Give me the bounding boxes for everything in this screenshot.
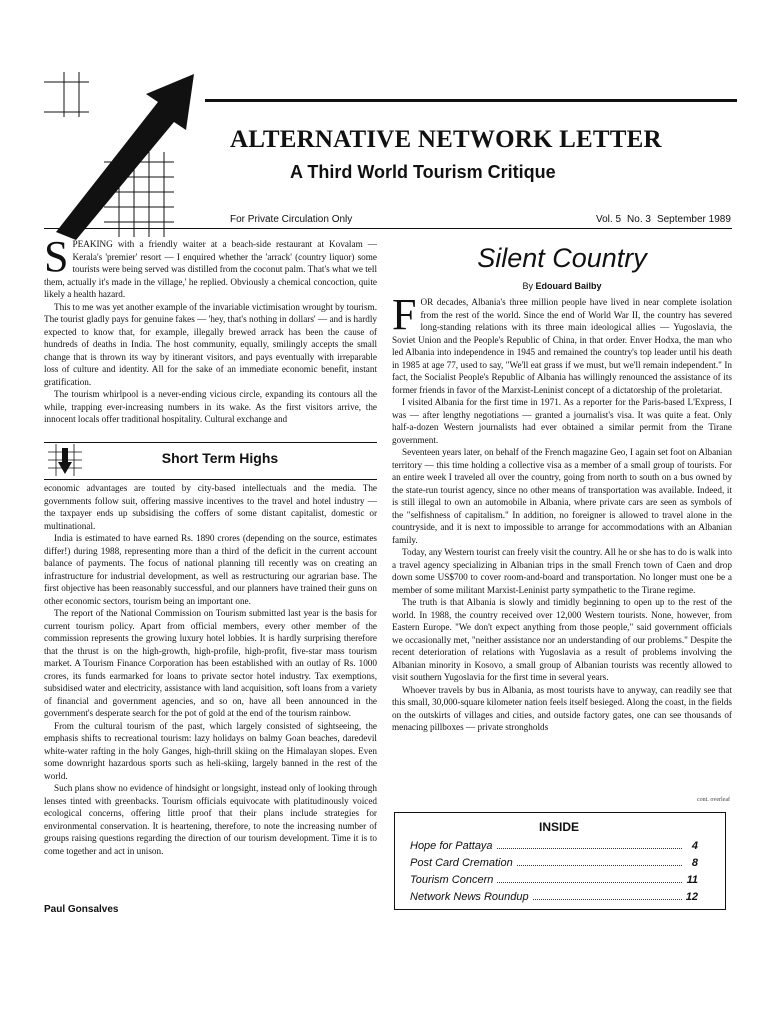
paragraph: OR decades, Albania's three million people have lived in near complete isolation from the rest of the world. Since the end of World War II, the country has severed long-standing relations with its three main ideological allies — Yugoslavia, the Soviet Union and the People's Republic of China, in that order. Enver Hodxa, the man who led Albania into independence in 1945 and remained the country's top leader until his death in 1985 at age 77, used to say, "We'll eat grass if we must, but we'll remain independent." In fact, the Socialist People's Republic of Albania has willingly renounced the assistance of its former friends in favor of the Marxist-Leninist concept of a dictatorship of the proletariat. (392, 297, 732, 395)
article-title: Silent Country (477, 243, 647, 273)
dropcap: S (44, 232, 69, 281)
paragraph: I visited Albania for the first time in 1971. As a reporter for the Paris-based L'Express, I was — after lengthy negotiations — granted a journalist's visa. It was quite a feat. Only half-a-dozen Western journalists had ever obtained a similar permit from the Tirane government. (392, 397, 732, 445)
paragraph: Such plans show no evidence of hindsight or longsight, instead only of looking through lenses tinted with greenbacks. Tourism officials equivocate with platitudinously voiced ecological concerns, offering little proof that their plans include strategies for environmental conservation. It is heartening, therefore, to note the increasing number of groups raising questions regarding the direction of our tourism development. Time it is to come together and act in unison. (44, 783, 377, 856)
toc-page: 12 (685, 891, 698, 903)
left-article-bottom (44, 482, 377, 857)
newsletter-title: ALTERNATIVE NETWORK LETTER (230, 126, 662, 153)
byline-author: Edouard Bailby (535, 281, 602, 291)
paragraph: India is estimated to have earned Rs. 1890 crores (depending on the source, estimates differ!) during 1988, representing more than a third of the deficit in the current account balance of payments. The focus of national planning till recently was on creating an infrastructure for industrial development, as well as restructuring our agrarian base. The first objective has been reasonably successful, and our planners have trained their guns on other economic sectors, tourism being an important one. (44, 533, 377, 606)
toc-leader (533, 899, 682, 900)
paragraph: Today, any Western tourist can freely visit the country. All he or she has to do is walk into a travel agency specializing in Albanian trips in the small French town of Caen and drop down some US$700 to cover room-and-board and transportation. No longer must one be a member of some militant Marxist-Leninist party sympathetic to the Tirane regime. (392, 547, 732, 595)
inside-heading: INSIDE (538, 820, 579, 834)
right-article-body (392, 290, 732, 734)
toc-title: Network News Roundup (410, 891, 529, 903)
paragraph: Whoever travels by bus in Albania, as most tourists have to anyway, can readily see that this small, 30,000-square kilometer nation feels itself besieged. Along the coast, in the fields on the outskirts of villages and cities, and outside factory gates, one can see thousands of menacing pillboxes — private strongholds (392, 684, 732, 732)
toc-item[interactable] (410, 855, 698, 872)
toc-item[interactable] (410, 872, 698, 889)
toc-page: 4 (691, 840, 698, 852)
toc-leader (497, 848, 682, 849)
paragraph: The report of the National Commission on Tourism submitted last year is the basis for current tourism policy. Apart from official members, every other member of the commission represents the growing luxury hotel lobbies. It is hardly surprising therefore that the thrust is on the high-growth, high-profile, high-profit, five-star mass tourism market. A Tourism Finance Corporation has been established with an outlay of Rs. 1000 crores, its funds earmarked for loans to private sector hotel industry. Tax exemptions, subsidised water and electricity, assistance with land acquisition, soft loans from a variety of financial and government agencies, and so on, have all been announced in the government's desperate search for the pot of gold at the end of the tourism rainbow. (44, 608, 377, 718)
paragraph: This to me was yet another example of the invariable victimisation wrought by tourism. The tourist gladly pays for genuine fakes — 'hey, that's nothing in dollars' — and is hardly expected to know that, for example, illegally brewed arrack has been the cause of hundreds of deaths in India. The host community, equally, smilingly accepts the small change that is thrown its way by itinerant visitors, and pays eventually with irreparable loss of culture and identity. All for the sake of an immediate economic benefit, instant gratification. (44, 301, 377, 387)
paragraph: economic advantages are touted by city-based intellectuals and the media. The governments follow suit, offering massive incentives to the travel and hotel industry — the taxpayer ends up subsidising the coffers of some distant capitalist, domestic or multinational. (44, 483, 377, 531)
volume: Vol. 5 (596, 214, 622, 225)
section-title: Short Term Highs (161, 450, 279, 466)
toc-page: 8 (691, 857, 698, 869)
paragraph: PEAKING with a friendly waiter at a beach-side restaurant at Kovalam — Kerala's 'premier' resort — I enquired whether the 'arrack' (country liquor) some tourists were being served was distilled from the coconut palm. That's what we tell them, actually it's made in the village,' he replied. Obviously a chemical concoction, quite likely a health hazard. (44, 239, 377, 299)
circulation-note: For Private Circulation Only (230, 214, 353, 225)
header-rule (44, 228, 732, 229)
issue-info (596, 214, 737, 225)
issue-date: September 1989 (656, 214, 731, 225)
toc-title: Tourism Concern (410, 874, 494, 886)
toc-page: 11 (686, 874, 698, 886)
left-article-top (44, 232, 377, 426)
newsletter-subtitle: A Third World Tourism Critique (290, 162, 556, 182)
paragraph: From the cultural tourism of the past, which largely consisted of sightseeing, the emphasis shifts to recreational tourism: lazy holidays on balmy Goan beaches, daredevil white-water rafting in the holy Ganges, high-thrill skiing on the Himalayan slopes. Even some downright hazardous sports such as heli-skiing, largely banned in the rest of the world. (44, 720, 377, 781)
paragraph: The tourism whirlpool is a never-ending vicious circle, expanding its contours all the while, trapping ever-increasing numbers in its wake. As the first visitors arrive, the innocent locals offer traditional hospitality. Cultural exchange and (44, 389, 377, 424)
number: No. 3 (627, 214, 651, 225)
toc-title: Hope for Pattaya (410, 840, 493, 852)
continued-note: cont. overleaf (697, 797, 730, 803)
toc-item[interactable] (410, 889, 698, 906)
toc-leader (517, 865, 682, 866)
author-name: Paul Gonsalves (44, 904, 119, 915)
toc-leader (497, 882, 682, 883)
arrow-grid-icon (48, 444, 82, 476)
dropcap: F (392, 290, 417, 339)
table-of-contents (410, 838, 698, 906)
paragraph: The truth is that Albania is slowly and timidly beginning to open up to the rest of the world. In 1988, the country received over 12,000 Western tourists. None, however, from Eastern Europe. "We don't expect anything from those people," said government officials we occasionally met, "neither assistance nor an understanding of our problems." Despite the recent deterioration of relations with Yugoslavia as a result of problems involving the Albanian minority in Kosovo, a small group of Albanian tourists was recently allowed to visit southern Yugoslavia for the first time in several years. (392, 597, 732, 682)
byline (392, 281, 732, 291)
paragraph: Seventeen years later, on behalf of the French magazine Geo, I again set foot on Albanian territory — this time holding a collective visa as a member of a small group of tourists. For an entire week I traveled all over the country, going from north to south on a bus owned by the state-run tourist agency, since no other means of transportation was available. Indeed, it is still illegal to own an automobile in Albania, where private cars are seen as symbols of the "selfishness of capitalism." In addition, no foreigner is allowed to travel alone in the countryside, and it is next to impossible to arrange for accommodations with an Albanian family. (392, 447, 732, 545)
newsletter-logo (44, 72, 204, 240)
byline-prefix: By (522, 281, 533, 291)
masthead-rule (205, 99, 737, 102)
toc-item[interactable] (410, 838, 698, 855)
toc-title: Post Card Cremation (410, 857, 513, 869)
